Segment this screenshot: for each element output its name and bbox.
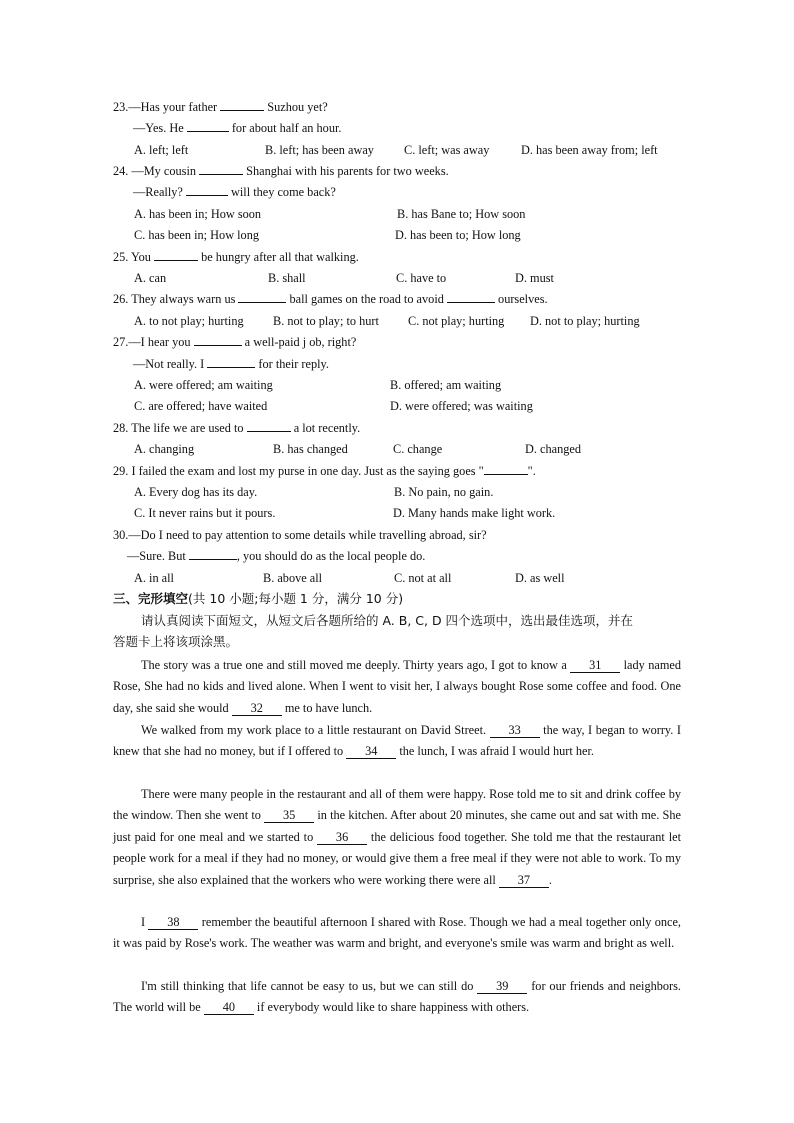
cloze-blank-40: 40 bbox=[204, 1001, 254, 1015]
passage-text: if everybody would like to share happiness with others. bbox=[253, 1000, 530, 1015]
option-d: D. changed bbox=[525, 442, 581, 456]
option-b: B. has changed bbox=[273, 442, 348, 456]
question-24-line-1 bbox=[113, 163, 449, 179]
question-29-line-1 bbox=[113, 463, 536, 479]
option-d: D. has been away from; left bbox=[521, 143, 658, 157]
question-text: Shanghai with his parents for two weeks. bbox=[243, 164, 449, 178]
cloze-blank-33: 33 bbox=[490, 724, 540, 738]
cloze-blank-32: 32 bbox=[232, 702, 282, 716]
question-text: will they come back? bbox=[227, 185, 336, 199]
option-c: C. It never rains but it pours. bbox=[134, 506, 276, 520]
answer-blank bbox=[447, 302, 495, 303]
passage-paragraph bbox=[113, 720, 681, 763]
option-d: D. as well bbox=[515, 571, 565, 585]
cloze-blank-36: 36 bbox=[317, 831, 367, 845]
section-title: 三、完形填空 bbox=[113, 591, 189, 606]
passage-text: the way, I began to worry. I knew that she had no money, but if I offered to bbox=[113, 723, 681, 759]
passage-paragraph bbox=[113, 784, 681, 891]
section-subtitle: (共 10 小题;每小题 1 分，满分 10 分) bbox=[188, 591, 404, 606]
option-a: A. has been in; How soon bbox=[134, 207, 262, 221]
cloze-blank-35: 35 bbox=[264, 809, 314, 823]
answer-blank bbox=[187, 131, 229, 132]
option-a: A. changing bbox=[134, 442, 195, 456]
answer-blank bbox=[186, 195, 228, 196]
passage-paragraph bbox=[113, 655, 681, 719]
answer-blank bbox=[484, 474, 528, 475]
option-d: D. must bbox=[515, 271, 554, 285]
question-text: ". bbox=[527, 464, 536, 478]
question-25-line-1 bbox=[113, 249, 359, 265]
question-28-line-1 bbox=[113, 420, 360, 436]
question-text: —Sure. But bbox=[127, 549, 189, 563]
passage-text: for our friends and neighbors. The world will be bbox=[113, 979, 681, 1015]
question-text: 26. They always warn us bbox=[113, 292, 239, 306]
option-c: C. are offered; have waited bbox=[134, 399, 268, 413]
section-instruction-line-2: 答题卡上将该项涂黑。 bbox=[113, 634, 239, 649]
question-text: 27.—I hear you bbox=[113, 335, 194, 349]
option-c: C. have to bbox=[396, 271, 447, 285]
passage-text: I bbox=[141, 915, 149, 929]
option-d: D. not to play; hurting bbox=[530, 314, 640, 328]
question-27-line-2 bbox=[133, 356, 329, 372]
question-text: ourselves. bbox=[494, 292, 548, 306]
question-text: —Yes. He bbox=[133, 121, 187, 135]
passage-text: lady named Rose, She had no kids and lived alone. When I went to visit her, I always bought Rose some coffee and food. One day, she said she would bbox=[113, 658, 681, 715]
question-text: 29. I failed the exam and lost my purse in one day. Just as the saying goes " bbox=[113, 464, 484, 478]
option-a: A. were offered; am waiting bbox=[134, 378, 273, 392]
passage-text: There were many people in the restaurant and all of them were happy. Rose told me to sit and drink coffee by the window. Then she went to bbox=[113, 787, 681, 823]
option-a: A. Every dog has its day. bbox=[134, 485, 258, 499]
option-b: B. No pain, no gain. bbox=[394, 485, 494, 499]
option-c: C. left; was away bbox=[404, 143, 490, 157]
passage-text: We walked from my work place to a little restaurant on David Street. bbox=[141, 723, 490, 737]
question-23-line-1 bbox=[113, 99, 328, 115]
passage-text: in the kitchen. After about 20 minutes, she came out and sat with me. She just paid for one meal and we started to bbox=[113, 808, 681, 844]
question-text: 24. —My cousin bbox=[113, 164, 200, 178]
passage-text: I'm still thinking that life cannot be easy to us, but we can still do bbox=[141, 979, 478, 993]
question-text: a lot recently. bbox=[290, 421, 361, 435]
option-a: A. in all bbox=[134, 571, 174, 585]
question-text: , you should do as the local people do. bbox=[236, 549, 426, 563]
option-a: A. to not play; hurting bbox=[134, 314, 244, 328]
passage-text: the delicious food together. She told me that the restaurant let people work for a meal if they had no money, or would give them a free meal if they were not able to work. To my surprise, she also explained that the workers who were working there were all bbox=[113, 829, 681, 887]
question-text: Suzhou yet? bbox=[264, 100, 328, 114]
option-a: A. can bbox=[134, 271, 167, 285]
option-a: A. left; left bbox=[134, 143, 189, 157]
question-27-line-1 bbox=[113, 334, 356, 350]
question-text: a well-paid j ob, right? bbox=[241, 335, 357, 349]
question-30-line-2 bbox=[127, 548, 425, 564]
cloze-blank-38: 38 bbox=[148, 916, 198, 930]
option-d: D. has been to; How long bbox=[395, 228, 521, 242]
option-b: B. has Bane to; How soon bbox=[397, 207, 526, 221]
passage-text: The story was a true one and still moved me deeply. Thirty years ago, I got to know a bbox=[141, 658, 571, 672]
passage-text: . bbox=[548, 872, 552, 887]
cloze-blank-34: 34 bbox=[346, 745, 396, 759]
passage-text: the lunch, I was afraid I would hurt her. bbox=[396, 744, 594, 759]
section-instruction-line-1: 请认真阅读下面短文，从短文后各题所给的 A. B, C, D 四个选项中，选出最佳选项，并在 bbox=[141, 613, 634, 628]
cloze-blank-37: 37 bbox=[499, 874, 549, 888]
passage-text: me to have lunch. bbox=[281, 700, 373, 715]
answer-blank bbox=[220, 110, 264, 111]
answer-blank bbox=[238, 302, 286, 303]
answer-blank bbox=[194, 345, 242, 346]
question-text: 23.—Has your father bbox=[113, 100, 221, 114]
question-24-line-2 bbox=[133, 184, 336, 200]
option-d: D. Many hands make light work. bbox=[393, 506, 556, 520]
question-text: —Not really. I bbox=[133, 357, 208, 371]
passage-paragraph bbox=[113, 912, 681, 955]
passage-text: remember the beautiful afternoon I shared with Rose. Though we had a meal together only once, it was paid by Rose's work. The weather was warm and bright, and everyone's smile was warm and bright as well. bbox=[113, 915, 682, 951]
option-c: C. change bbox=[393, 442, 443, 456]
passage-paragraph bbox=[113, 976, 681, 1019]
option-c: C. not at all bbox=[394, 571, 452, 585]
answer-blank bbox=[207, 367, 255, 368]
answer-blank bbox=[154, 260, 198, 261]
answer-blank bbox=[199, 174, 243, 175]
option-c: C. not play; hurting bbox=[408, 314, 505, 328]
question-text: 25. You bbox=[113, 250, 155, 264]
question-text: 28. The life we are used to bbox=[113, 421, 247, 435]
question-text: be hungry after all that walking. bbox=[198, 250, 359, 264]
option-b: B. above all bbox=[263, 571, 323, 585]
question-26-line-1 bbox=[113, 291, 548, 307]
option-c: C. has been in; How long bbox=[134, 228, 260, 242]
option-b: B. not to play; to hurt bbox=[273, 314, 379, 328]
answer-blank bbox=[189, 559, 237, 560]
section-heading bbox=[113, 591, 403, 607]
option-b: B. left; has been away bbox=[265, 143, 374, 157]
option-b: B. shall bbox=[268, 271, 306, 285]
answer-blank bbox=[247, 431, 291, 432]
question-text: ball games on the road to avoid bbox=[286, 292, 447, 306]
option-d: D. were offered; was waiting bbox=[390, 399, 533, 413]
cloze-blank-39: 39 bbox=[477, 980, 527, 994]
cloze-blank-31: 31 bbox=[570, 659, 620, 673]
question-text: —Really? bbox=[133, 185, 186, 199]
question-text: 30.—Do I need to pay attention to some details while travelling abroad, sir? bbox=[113, 528, 487, 542]
question-text: for their reply. bbox=[255, 357, 329, 371]
question-text: for about half an hour. bbox=[228, 121, 342, 135]
option-b: B. offered; am waiting bbox=[390, 378, 502, 392]
question-30-line-1 bbox=[113, 527, 487, 543]
question-23-line-2 bbox=[133, 120, 341, 136]
